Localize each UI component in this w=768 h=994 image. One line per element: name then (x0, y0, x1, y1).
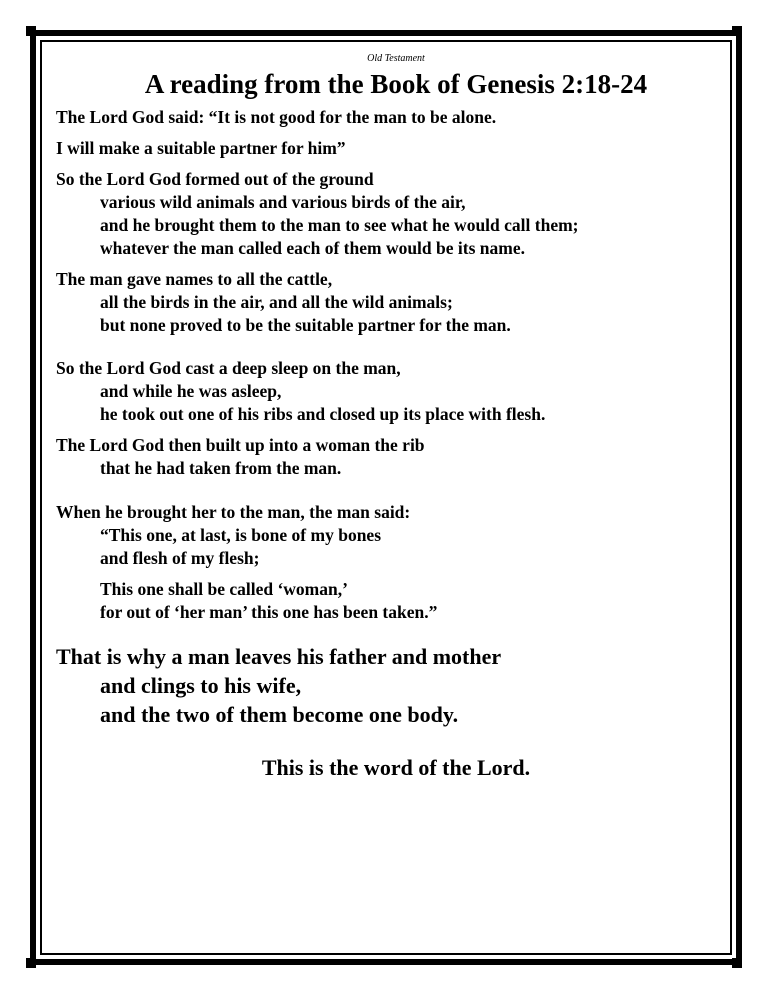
reading-line: “This one, at last, is bone of my bones (100, 525, 382, 545)
reading-line: The Lord God then built up into a woman the rib (56, 435, 425, 455)
reading-line: This one shall be called ‘woman,’ (100, 579, 348, 599)
reading-line: all the birds in the air, and all the wild animals; (100, 292, 453, 312)
reading-line: he took out one of his ribs and closed up its place with flesh. (100, 404, 546, 424)
border-corner-ornament (732, 958, 742, 968)
reading-line: and while he was asleep, (100, 381, 282, 401)
reading-category: Old Testament (367, 53, 425, 64)
reading-line: When he brought her to the man, the man said: (56, 502, 411, 522)
border-corner-ornament (26, 958, 36, 968)
reading-paragraph (56, 137, 736, 160)
reading-paragraph (56, 168, 736, 260)
reading-content (56, 52, 736, 782)
border-corner-ornament (732, 26, 742, 36)
reading-line: and flesh of my flesh; (100, 548, 260, 568)
reading-line: The Lord God said: “It is not good for the man to be alone. (56, 107, 497, 127)
reading-line: various wild animals and various birds of the air, (100, 192, 466, 212)
reading-line: and he brought them to the man to see what he would call them; (100, 215, 579, 235)
reading-line: and clings to his wife, (100, 673, 302, 698)
reading-paragraph (56, 268, 736, 337)
reading-line: that he had taken from the man. (100, 458, 342, 478)
reading-closing: This is the word of the Lord. (261, 755, 531, 780)
reading-line: So the Lord God formed out of the ground (56, 169, 374, 189)
reading-line: The man gave names to all the cattle, (56, 269, 333, 289)
reading-title: A reading from the Book of Genesis 2:18-24 (144, 69, 648, 99)
reading-line: but none proved to be the suitable partner for the man. (100, 315, 511, 335)
reading-line: for out of ‘her man’ this one has been taken.” (100, 602, 438, 622)
reading-paragraph (56, 642, 736, 729)
border-corner-ornament (26, 26, 36, 36)
reading-line: whatever the man called each of them would be its name. (100, 238, 525, 258)
reading-line: and the two of them become one body. (100, 702, 459, 727)
reading-line: I will make a suitable partner for him” (56, 138, 346, 158)
reading-paragraph (56, 578, 736, 624)
reading-line: So the Lord God cast a deep sleep on the man, (56, 358, 401, 378)
reading-line: That is why a man leaves his father and mother (56, 644, 502, 669)
reading-paragraph (56, 501, 736, 570)
reading-paragraph (56, 434, 736, 480)
reading-paragraph (56, 106, 736, 129)
reading-paragraph (56, 357, 736, 426)
